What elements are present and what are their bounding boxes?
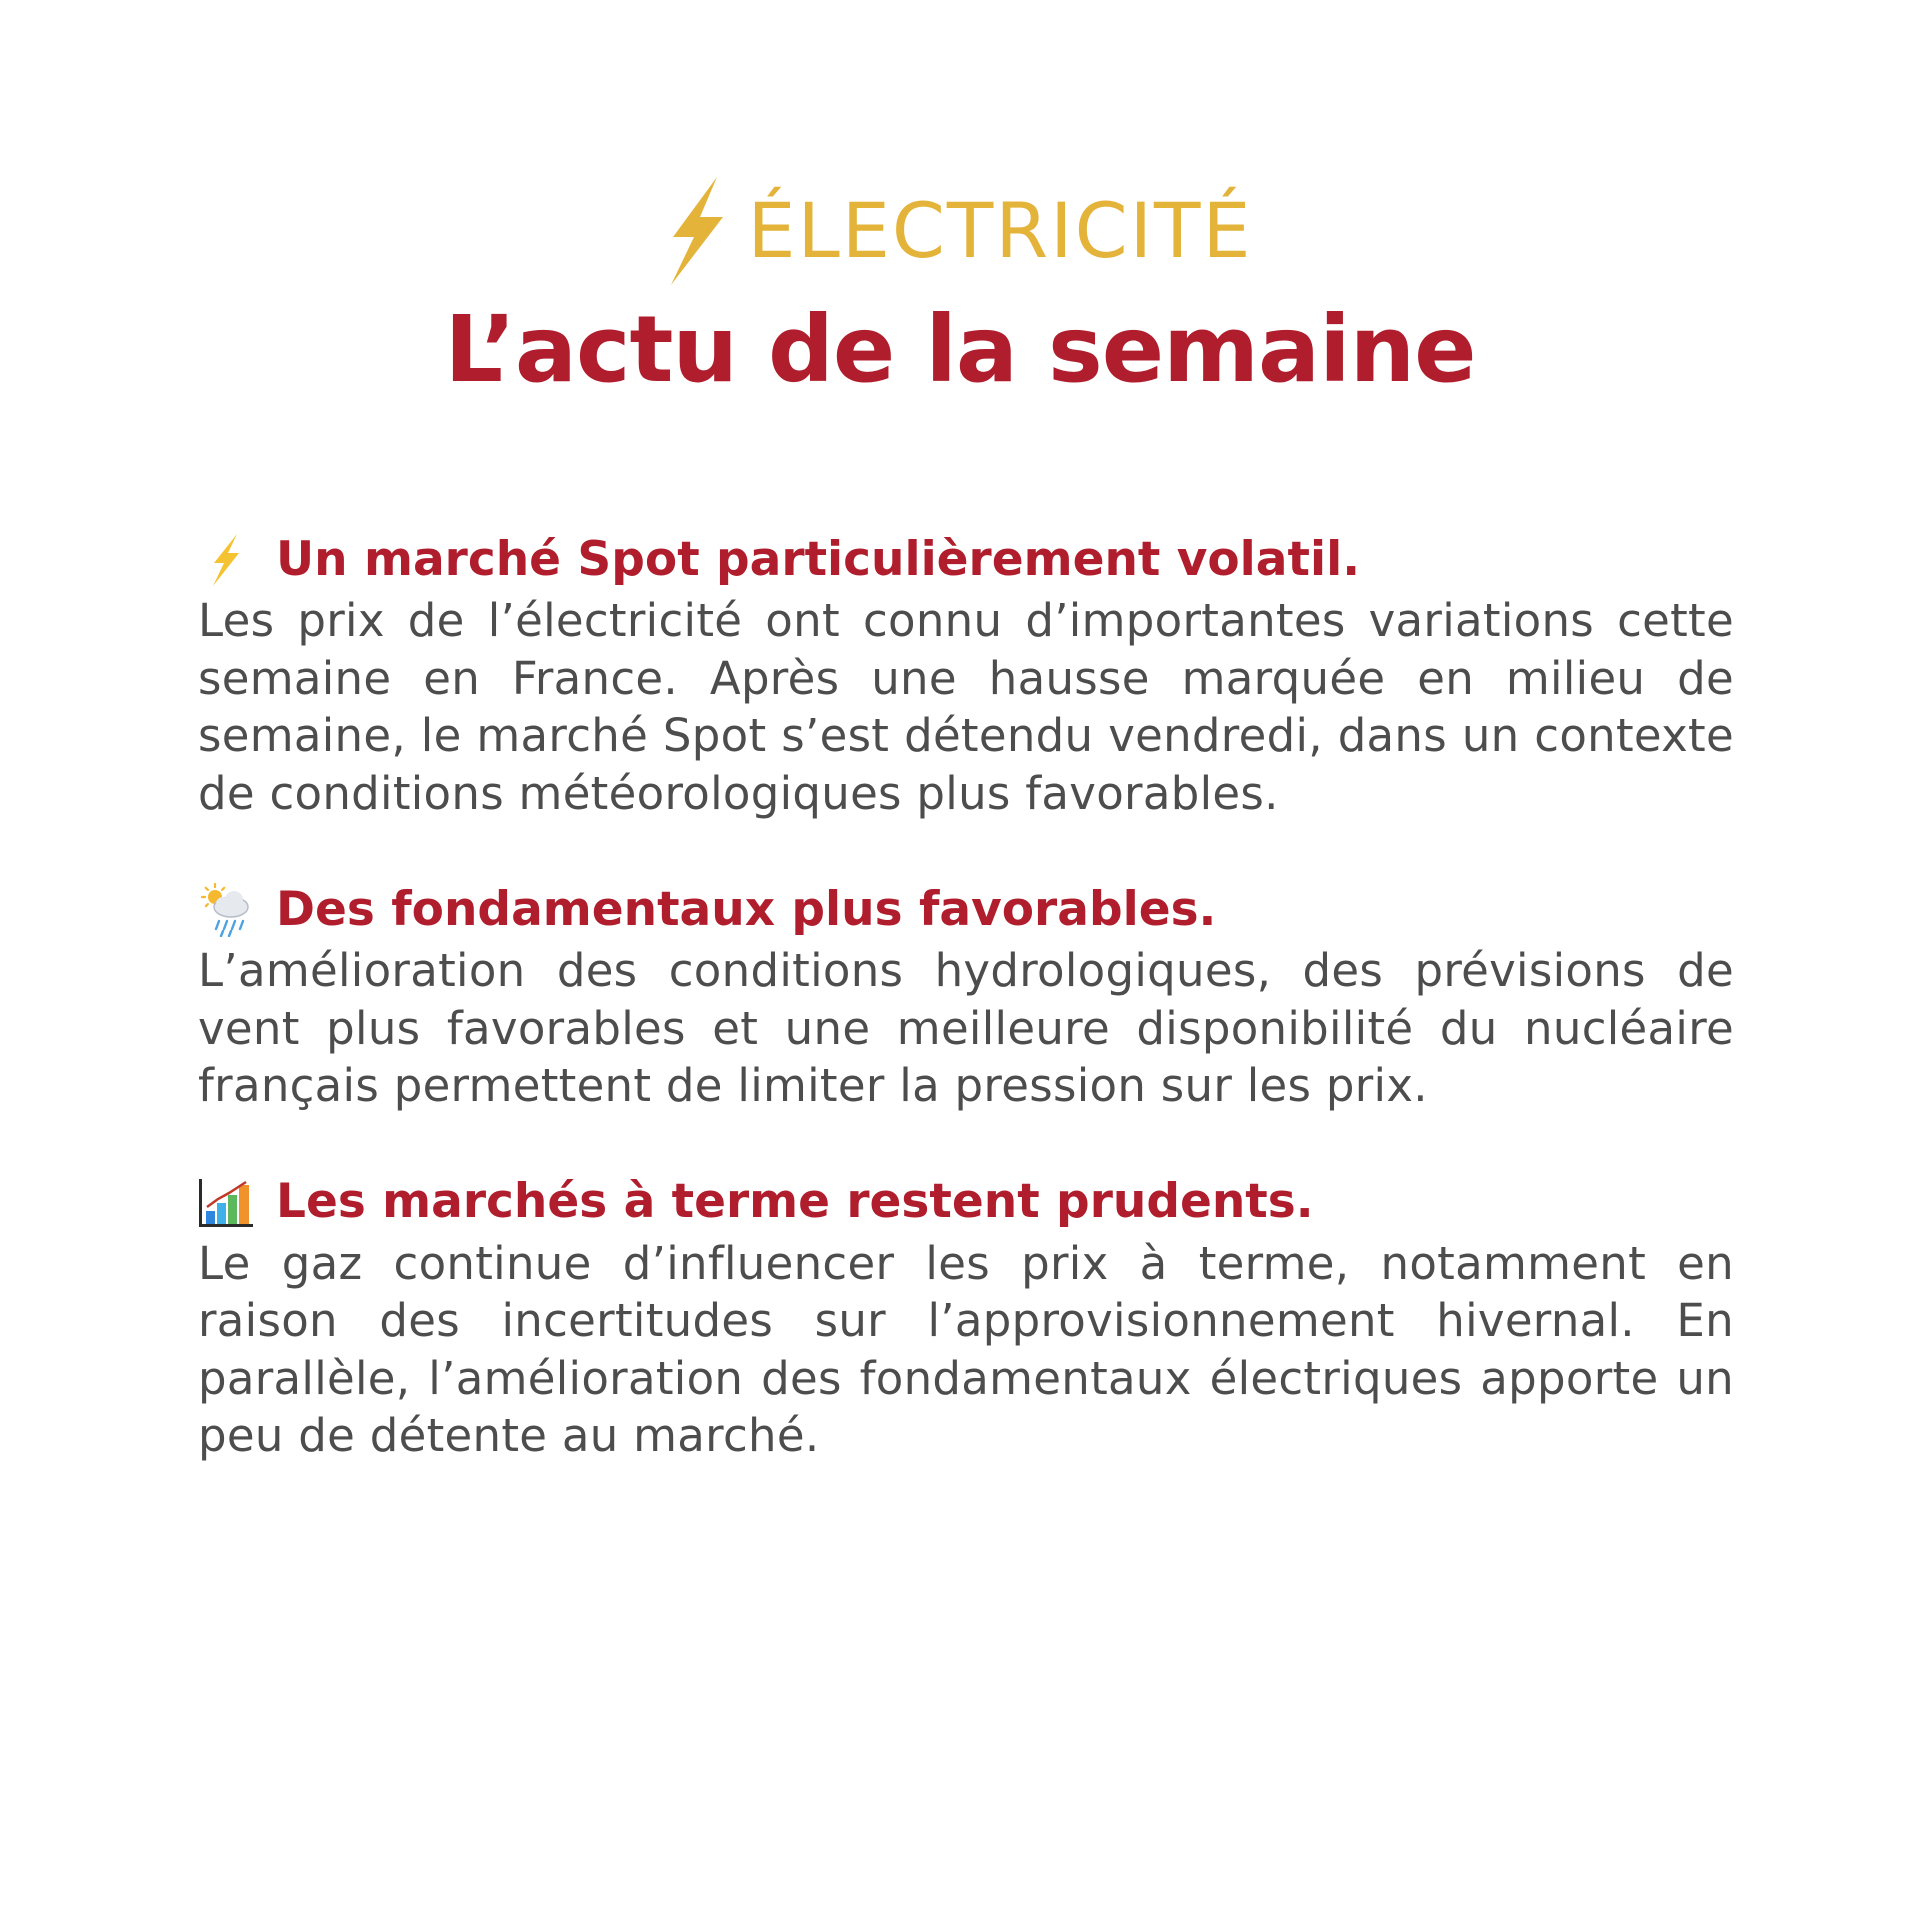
sun-rain-cloud-icon: [198, 882, 254, 938]
lightning-bolt-icon: [198, 532, 254, 588]
section-heading: [198, 878, 1734, 942]
section-forward-markets: [198, 1171, 1734, 1465]
section-body: L’amélioration des conditions hydrologiques, des prévisions de vent plus favorables et une meilleure disponibilité du nucléaire français permettent de limiter la pression sur les prix.: [198, 944, 1734, 1112]
section-fundamentals: [198, 878, 1734, 1115]
article-content: [198, 528, 1734, 1521]
section-body: Le gaz continue d’influencer les prix à terme, notamment en raison des incertitudes sur l’approvisionnement hivernal. En parallèle, l’amélioration des fondamentaux électriques apporte un peu de détente au marché.: [198, 1236, 1734, 1462]
lightning-bolt-icon: [667, 177, 725, 285]
section-body: Les prix de l’électricité ont connu d’importantes variations cette semaine en France. Après une hausse marquée en milieu de semaine, le marché Spot s’est détendu vendredi, dans un contexte de conditions météorologiques plus favorables.: [198, 594, 1734, 820]
page-title: L’actu de la semaine: [444, 296, 1476, 403]
section-heading-text: Les marchés à terme restent prudents.: [276, 1174, 1314, 1230]
section-spot-market: [198, 528, 1734, 822]
category-line: [667, 176, 1252, 286]
category-label: ÉLECTRICITÉ: [747, 186, 1253, 275]
section-heading-text: Un marché Spot particulièrement volatil.: [276, 531, 1361, 587]
section-heading-text: Des fondamentaux plus favorables.: [276, 881, 1217, 937]
section-heading: [198, 1171, 1734, 1235]
section-heading: [198, 528, 1734, 592]
bar-chart-icon: [198, 1175, 254, 1231]
header: [0, 176, 1920, 403]
